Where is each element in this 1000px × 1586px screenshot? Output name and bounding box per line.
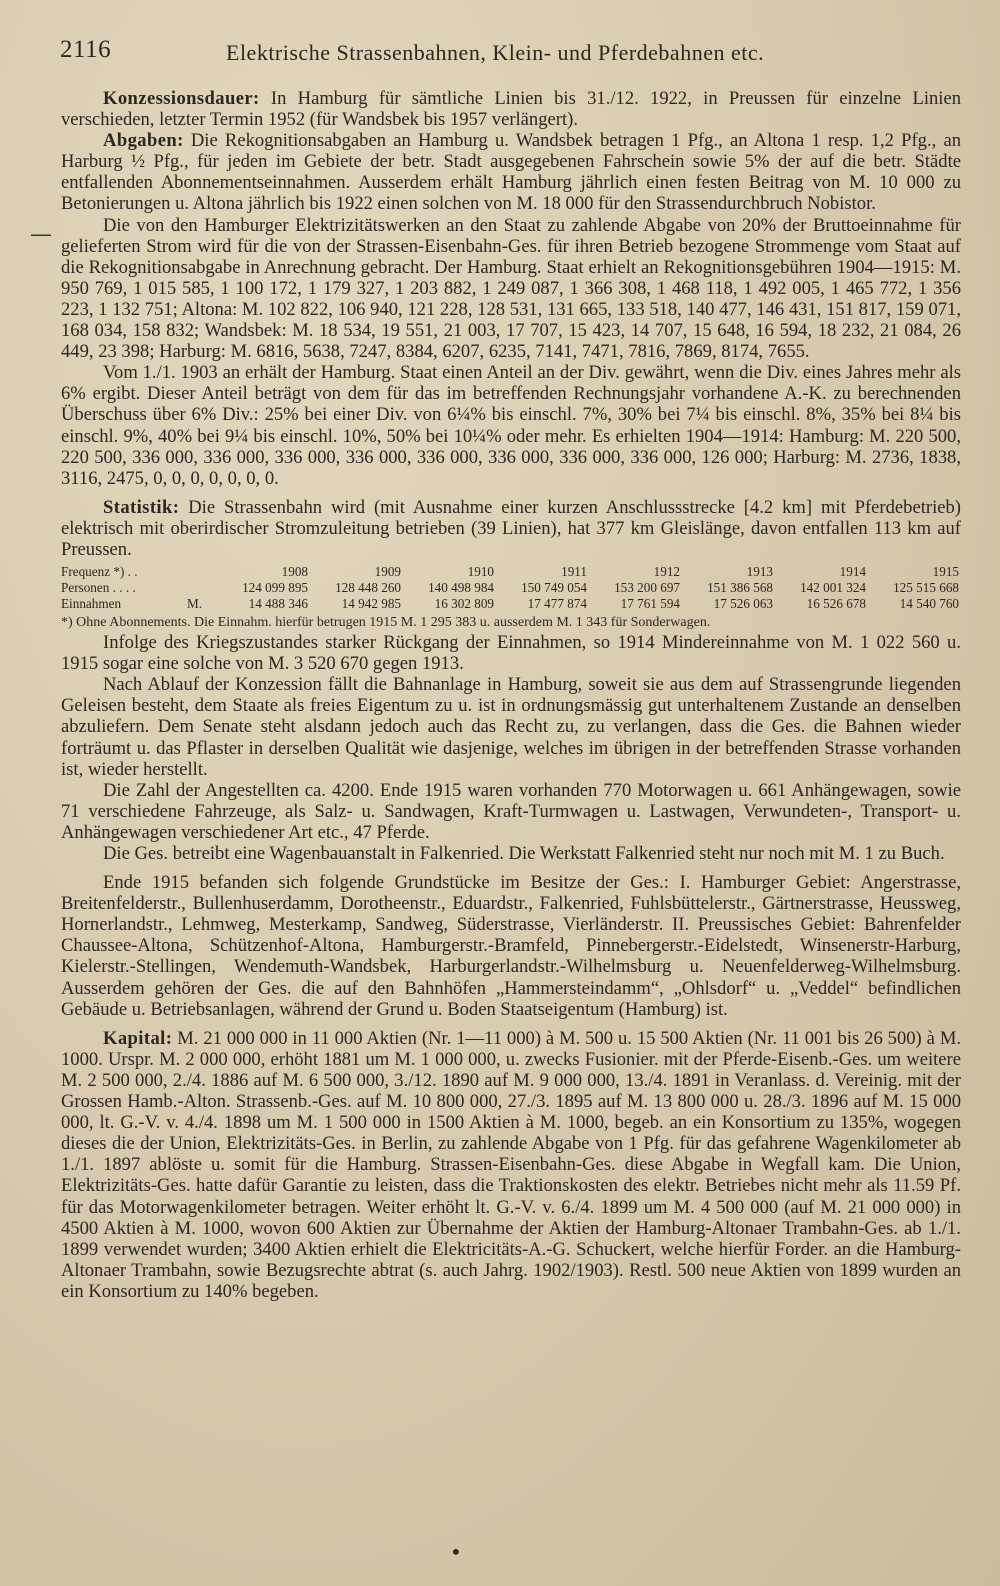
paragraph-text: Die Strassenbahn wird (mit Ausnahme einer kurzen Anschlussstrecke [4.2 km] mit Pferdebetrieb) elektrisch mit oberirdischer Stromzuleitung betrieben (39 Linien), hat 377 km Gleislänge, davon entfallen 113 km auf Preussen. bbox=[61, 496, 961, 560]
section-label: Statistik: bbox=[103, 496, 180, 518]
table-cell: 128 448 260 bbox=[335, 580, 401, 596]
table-cell: 1909 bbox=[374, 564, 401, 580]
paragraph-text: Vom 1./1. 1903 an erhält der Hamburg. Staat einen Anteil an der Div. gewährt, wenn die Div. eines Jahres mehr als 6% ergibt. Dieser Anteil beträgt von dem für das im betreffenden Rechnungsjahr vorhandene A.-K. zu berechnenden Überschuss über 6% Div.: 25% bei einer Div. von 6¼% bis einschl. 7%, 30% bei 7¼ bis einschl. 8%, 35% bei 8¼ bis einschl. 9%, 40% bei 9¼ bis einschl. 10%, 50% bei 10¼% oder mehr. Es erhielten 1904—1914: Hamburg: M. 220 500, 220 500, 336 000, 336 000, 336 000, 336 000, 336 000, 336 000, 336 000, 336 000, 126 000; Harburg: M. 2736, 1838, 3116, 2475, 0, 0, 0, 0, 0, 0, 0. bbox=[61, 362, 961, 489]
table-cell: 153 200 697 bbox=[614, 580, 680, 596]
page-header bbox=[60, 36, 960, 72]
body-text bbox=[61, 88, 961, 1302]
paragraph-text: Die Rekognitionsabgaben an Hamburg u. Wandsbek betragen 1 Pfg., an Altona 1 resp. 1,2 Pfg., an Harburg ½ Pfg., für jeden im Gebiete der betr. Stadt ausgegebenen Fahrschein sowie 5% der auf die betr. Städte entfallenden Abonnementseinnahmen. Ausserdem erhält Hamburg jährlich einen festen Beitrag von M. 10 000 zu Betonierungen u. Altona jährlich bis 1922 einen solchen von M. 18 000 für den Strassendurchbruch Nobistor. bbox=[61, 130, 961, 215]
row-head: Personen . . . . bbox=[61, 580, 136, 596]
table-cell: 14 540 760 bbox=[899, 596, 959, 612]
paragraph-abgaben bbox=[61, 130, 961, 214]
table-row bbox=[61, 564, 961, 580]
table-cell: 1912 bbox=[653, 564, 680, 580]
paragraph-text: In Hamburg für sämtliche Linien bis 31./12. 1922, in Preussen für einzelne Linien verschieden, letzter Termin 1952 (für Wandsbek bis 1957 verlängert). bbox=[61, 88, 961, 131]
paragraph-text: Infolge des Kriegszustandes starker Rückgang der Einnahmen, so 1914 Mindereinnahme von M. 1 022 560 u. 1915 sogar eine solche von M. 3 520 670 gegen 1913. bbox=[61, 632, 961, 675]
table-cell: 17 477 874 bbox=[527, 596, 587, 612]
section-label: Abgaben: bbox=[103, 130, 184, 152]
table-cell: 16 302 809 bbox=[434, 596, 494, 612]
statistics-table bbox=[61, 564, 961, 632]
row-unit bbox=[187, 580, 215, 596]
paragraph-text: Die von den Hamburger Elektrizitätswerken an den Staat zu zahlende Abgabe von 20% der Bruttoeinnahme für gelieferten Strom wird für die von der Strassen-Eisenbahn-Ges. für ihren Betrieb bezogene Strommenge vom Staat auf die Rekognitionsabgabe in Anrechnung gebracht. Der Hamburg. Staat erhielt an Rekognitionsgebühren 1904—1915: M. 950 769, 1 015 585, 1 100 172, 1 179 327, 1 203 882, 1 249 087, 1 366 308, 1 468 118, 1 492 005, 1 465 772, 1 356 223, 1 132 751; Altona: M. 102 822, 106 940, 121 228, 128 531, 131 665, 133 518, 140 477, 146 431, 151 817, 159 071, 168 034, 158 832; Wandsbek: M. 18 534, 19 551, 21 003, 17 707, 15 423, 14 707, 15 648, 16 594, 18 232, 21 084, 26 449, 23 398; Harburg: M. 6816, 5638, 7247, 8384, 6207, 6235, 7141, 7471, 7816, 7869, 8174, 7655. bbox=[61, 214, 961, 363]
table-footnote: *) Ohne Abonnements. Die Einnahm. hierfür betrugen 1915 M. 1 295 383 u. ausserdem M. 1 343 für Sonderwagen. bbox=[61, 615, 711, 631]
margin-mark: — bbox=[30, 222, 52, 247]
row-head: Einnahmen bbox=[61, 596, 122, 612]
paragraph-angestellte bbox=[61, 780, 961, 843]
paragraph-anteil-dividende bbox=[61, 362, 961, 489]
paragraph-wagenbauanstalt bbox=[61, 843, 961, 864]
paragraph-rueckgang bbox=[61, 632, 961, 674]
table-cell: 142 001 324 bbox=[800, 580, 866, 596]
row-head: Frequenz *) . . bbox=[61, 564, 138, 580]
table-cell: 124 099 895 bbox=[242, 580, 308, 596]
table-row bbox=[61, 580, 961, 596]
paragraph-text: Die Ges. betreibt eine Wagenbauanstalt in Falkenried. Die Werkstatt Falkenried steht nur noch mit M. 1 zu Buch. bbox=[103, 843, 945, 864]
footer-mark: • bbox=[450, 1540, 462, 1564]
section-label: Kapital: bbox=[103, 1027, 173, 1049]
paragraph-text: M. 21 000 000 in 11 000 Aktien (Nr. 1—11 000) à M. 500 u. 15 500 Aktien (Nr. 11 001 bis 26 500) à M. 1000. Urspr. M. 2 000 000, erhöht 1881 um M. 1 000 000, u. zwecks Fusionier. mit der Pferde-Eisenb.-Ges. um weitere M. 2 500 000, 2./4. 1886 auf M. 6 500 000, 3./12. 1890 auf M. 9 000 000, 13./4. 1891 in Veranlass. d. Vereinig. mit der Grossen Hamb.-Alton. Strassenb.-Ges. auf M. 10 800 000, 27./3. 1895 auf M. 13 800 000 u. 28./3. 1896 auf M. 15 000 000, lt. G.-V. v. 4./4. 1898 um M. 1 500 000 in 1500 Aktien à M. 1000, begeb. an ein Konsortium zu 135%, wogegen dieses die der Union, Elektrizitäts-Ges. in Berlin, zu zahlende Abgabe von 1 Pfg. für das gefahrene Wagenkilometer ab 1./1. 1897 ablöste u. somit für die Hamburg. Strassen-Eisenbahn-Ges. diese Abgabe in Wegfall kam. Die Union, Elektrizitäts-Ges. hatte dafür Garantie zu leisten, dass die Traktionskosten des elektr. Betriebes nicht mehr als 11.59 Pf. für das Motorwagenkilometer betragen. Weiter erhöht lt. G.-V. v. 6./4. 1899 um M. 4 500 000 (auf M. 21 000 000) in 4500 Aktien à M. 1000, wovon 600 Aktien zur Übernahme der Aktien der Hamburg-Altonaer Trambahn-Ges. ab 1./1. 1899 verwendet wurden; 3400 Aktien erhielt die Elektricitäts-A.-G. Schuckert, welche hierfür Forder. an die Hamburg-Altonaer Trambahn, sowie Bezugsrechte abtrat (s. auch Jahrg. 1902/1903). Restl. 500 neue Aktien von 1899 wurden an ein Konsortium zu 140% begeben. bbox=[61, 1027, 961, 1302]
paragraph-statistik bbox=[61, 497, 961, 560]
table-cell: 1915 bbox=[932, 564, 959, 580]
table-cell: 14 488 346 bbox=[248, 596, 308, 612]
row-unit bbox=[187, 564, 215, 580]
table-cell: 125 515 668 bbox=[893, 580, 959, 596]
row-unit: M. bbox=[187, 596, 203, 612]
table-cell: 1914 bbox=[839, 564, 866, 580]
paragraph-abgabe-elektrizitaet bbox=[61, 215, 961, 363]
paragraph-text: Nach Ablauf der Konzession fällt die Bahnanlage in Hamburg, soweit sie aus dem auf Strassengrunde liegenden Geleisen besteht, dem Staate als freies Eigentum zu u. ist in ordnungsmässig gut unterhaltenem Zustande an denselben abzuliefern. Dem Senate steht alsdann jedoch auch das Recht zu, zu verlangen, dass die Ges. die Bahnen wieder forträumt u. das Pflaster in derselben Qualität wie dasjenige, welches im übrigen in der betreffenden Strasse vorhanden ist, wieder herstellt. bbox=[61, 674, 961, 780]
table-cell: 14 942 985 bbox=[341, 596, 401, 612]
table-cell: 151 386 568 bbox=[707, 580, 773, 596]
section-label: Konzessionsdauer: bbox=[103, 88, 260, 109]
paragraph-kapital bbox=[61, 1028, 961, 1302]
table-cell: 17 526 063 bbox=[713, 596, 773, 612]
running-title: Elektrische Strassenbahnen, Klein- und Pferdebahnen etc. bbox=[226, 40, 765, 65]
table-row bbox=[61, 596, 961, 612]
table-cell: 150 749 054 bbox=[521, 580, 587, 596]
table-cell: 16 526 678 bbox=[806, 596, 866, 612]
table-cell: 1911 bbox=[561, 564, 587, 580]
paragraph-grundstuecke bbox=[61, 872, 961, 1020]
page-number: 2116 bbox=[60, 36, 112, 63]
table-cell: 1910 bbox=[467, 564, 494, 580]
table-cell: 1913 bbox=[746, 564, 773, 580]
table-cell: 1908 bbox=[281, 564, 308, 580]
table-cell: 140 498 984 bbox=[428, 580, 494, 596]
paragraph-text: Die Zahl der Angestellten ca. 4200. Ende 1915 waren vorhanden 770 Motorwagen u. 661 Anhängewagen, sowie 71 verschiedene Fahrzeuge, als Salz- u. Sandwagen, Kraft-Turmwagen u. Lastwagen, Verwundeten-, Transport- u. Anhängewagen verschiedener Art etc., 47 Pferde. bbox=[61, 779, 961, 843]
table-cell: 17 761 594 bbox=[620, 596, 680, 612]
paragraph-konzessionsdauer bbox=[61, 88, 961, 130]
paragraph-konzession-ablauf bbox=[61, 674, 961, 779]
paragraph-text: Ende 1915 befanden sich folgende Grundstücke im Besitze der Ges.: I. Hamburger Gebiet: Angerstrasse, Breitenfelderstr., Bullenhuserdamm, Dorotheenstr., Eduardstr., Falkenried, Fuhlsbüttelerstr., Gärtnerstrasse, Heussweg, Hornerlandstr., Lehmweg, Mesterkamp, Sandweg, Süderstrasse, Vierländerstr. II. Preussisches Gebiet: Bahrenfelder Chaussee-Altona, Schützenhof-Altona, Hamburgerstr.-Bramfeld, Pinnebergerstr.-Eidelstedt, Winsenerstr-Harburg, Kielerstr.-Stellingen, Wendemuth-Wandsbek, Harburgerlandstr.-Wilhelmsburg u. Neuenfelderweg-Wilhelmsburg. Ausserdem gehören der Ges. die auf den Bahnhöfen „Hammersteindamm“, „Ohlsdorf“ u. „Veddel“ befindlichen Gebäude u. Betriebsanlagen, während der Grund u. Boden Staatseigentum (Hamburg) ist. bbox=[61, 872, 961, 1020]
